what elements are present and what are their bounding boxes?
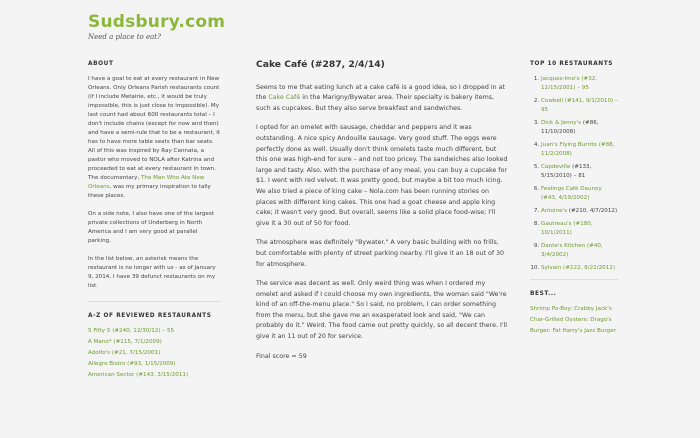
about-paragraph-1 <box>88 75 220 201</box>
cake-cafe-link[interactable]: Cake Café <box>268 94 301 102</box>
top10-item <box>541 242 618 260</box>
left-sidebar <box>88 60 220 382</box>
top10-link[interactable]: Sylvain (#222, 8/22/2012) <box>541 265 615 271</box>
best-item[interactable]: Burger: Fat Harry's Jazz Burger <box>530 328 616 334</box>
top10-item <box>541 220 618 238</box>
site-title-link[interactable]: Sudsbury.com <box>88 12 226 32</box>
top10-item <box>541 141 618 159</box>
about-heading: ABOUT <box>88 61 114 67</box>
top10-heading: TOP 10 RESTAURANTS <box>530 61 614 67</box>
top10-link[interactable]: Dick & Jenny's <box>541 120 582 126</box>
az-item[interactable]: Adolfo's (#21, 7/15/2001) <box>88 350 161 356</box>
top10-item <box>541 207 618 216</box>
top10-item <box>541 185 618 203</box>
post-paragraph-1 <box>256 83 508 115</box>
post-title[interactable]: Cake Café (#287, 2/4/14) <box>256 59 385 70</box>
top10-link[interactable]: Gautreau's (#180, 10/1/2011) <box>541 221 593 236</box>
post-text-1-end: in the Marigny/Bywater area. Their specialty is bakery items, such as cupcakes. But they also serve breakfast and sandwiches. <box>256 94 495 112</box>
top10-list <box>530 75 618 273</box>
top10-meta: (#133, 5/15/2010) – 81 <box>541 164 592 179</box>
az-item[interactable]: Allegro Bistro (#93, 1/15/2009) <box>88 361 176 367</box>
about-paragraph-2: On a side note, I also have one of the largest private collections of Underberg in North America and I am very good at parallel parking. <box>88 211 214 244</box>
top10-link[interactable]: Feelings Café Daunoy (#43, 4/19/2002) <box>541 186 602 201</box>
documentary-link[interactable]: The Man Who Ate New Orleans <box>88 175 205 190</box>
right-sidebar <box>530 60 618 338</box>
az-heading: A-Z OF REVIEWED RESTAURANTS <box>88 313 212 319</box>
site-tagline: Need a place to eat? <box>88 33 161 41</box>
top10-link[interactable]: Cowbell (#141, 9/1/2010) – 95 <box>541 98 618 113</box>
sidebar-divider <box>88 301 220 302</box>
post-paragraph-3: The atmosphere was definitely "Bywater." A very basic building with no frills, but comfortable with plenty of street parking nearby. I'll give it an 18 out of 30 for atmosphere. <box>256 239 505 268</box>
post-content <box>256 60 508 371</box>
top10-item <box>541 119 618 137</box>
top10-meta: (#210, 4/7/2012) <box>566 208 618 214</box>
final-score: Final score = 59 <box>256 352 307 360</box>
about-text-1-end: , was my primary inspiration to tally these places. <box>88 184 211 199</box>
az-item[interactable]: 5 Fifty 5 (#240, 12/30/12) – 55 <box>88 328 175 334</box>
best-heading: BEST... <box>530 291 557 297</box>
post-text-1: Seems to me that eating lunch at a cake café is a good idea, so I dropped in at the <box>256 83 505 102</box>
top10-link[interactable]: Dante's Kitchen (#40, 3/4/2002) <box>541 243 603 258</box>
top10-link[interactable]: Jacques-Imo's (#32, 12/15/2001) – 95 <box>541 76 598 91</box>
about-text-1: I have a goal to eat at every restaurant in New Orleans. Only Orleans Parish restaurants count (if I include Metairie, etc., it would be truly impossible, this is just close to impossible). My last count had about 600 restaurants total – I don't include chains (except for now and then) and have a semi-rule that to be a restaurant, it has to have more table seats than bar seats. All of this was inspired by Ray Cannata, a pastor who moved to NOLA after Katrina and proceeded to eat at every restaurant in town. The documentary, <box>88 76 220 181</box>
top10-link[interactable]: Juan's Flying Burrito (#88, 11/2/2008) <box>541 142 615 157</box>
top10-item <box>541 163 618 181</box>
az-item[interactable]: A Mano* (#115, 7/1/2009) <box>88 339 162 345</box>
top10-item <box>541 97 618 115</box>
best-item[interactable]: Char-Grilled Oysters: Drago's <box>530 317 612 323</box>
top10-link[interactable]: Antoine's <box>541 208 567 214</box>
post-paragraph-4: The service was decent as well. Only weird thing was when I ordered my omelet and asked if I could choose my own ingredients, the woman said "We're kind of an off-the-menu place." So I said, no problem, I can order something from the menu, but she gave me an exasperated look and said, "We can probably do it." Weird. The food came out pretty quickly, so all decent there. I'll give it an 11 out of 20 for service. <box>256 280 508 341</box>
az-item[interactable]: American Sector (#143, 3/15/2011) <box>88 372 189 378</box>
about-paragraph-3: In the list below, an asterisk means the restaurant is no longer with us - as of January 9, 2014, I have 39 defunct restaurants on my list. <box>88 256 216 289</box>
top10-item <box>541 75 618 93</box>
best-item[interactable]: Shrimp Po-Boy: Crabby Jack's <box>530 306 612 312</box>
post-paragraph-2: I opted for an omelet with sausage, cheddar and peppers and it was outstanding. A nice spicy Andouille sausage. Very good stuff. The eggs were perfectly done as well. Usually don't think omelets taste much different, but this one was high-end for sure – and not too pricey. The sandwiches also looked large and tasty. Also, with the purchase of any meal, you can buy a cupcake for $1. I went with red velvet. It was pretty good, but maybe a bit too much icing. We also tried a piece of king cake – Nola.com has been running stories on places with different king cakes. This one had a goat cheese and apple king cake; it wasn't very good. But overall, seems like a solid place food-wise; I'll give it a 30 out of 50 for food. <box>256 124 508 227</box>
right-sidebar-divider <box>530 279 618 280</box>
top10-meta: (#86, 11/10/2008) <box>541 120 599 135</box>
top10-link[interactable]: Capdeville <box>541 164 571 170</box>
top10-item <box>541 264 618 273</box>
